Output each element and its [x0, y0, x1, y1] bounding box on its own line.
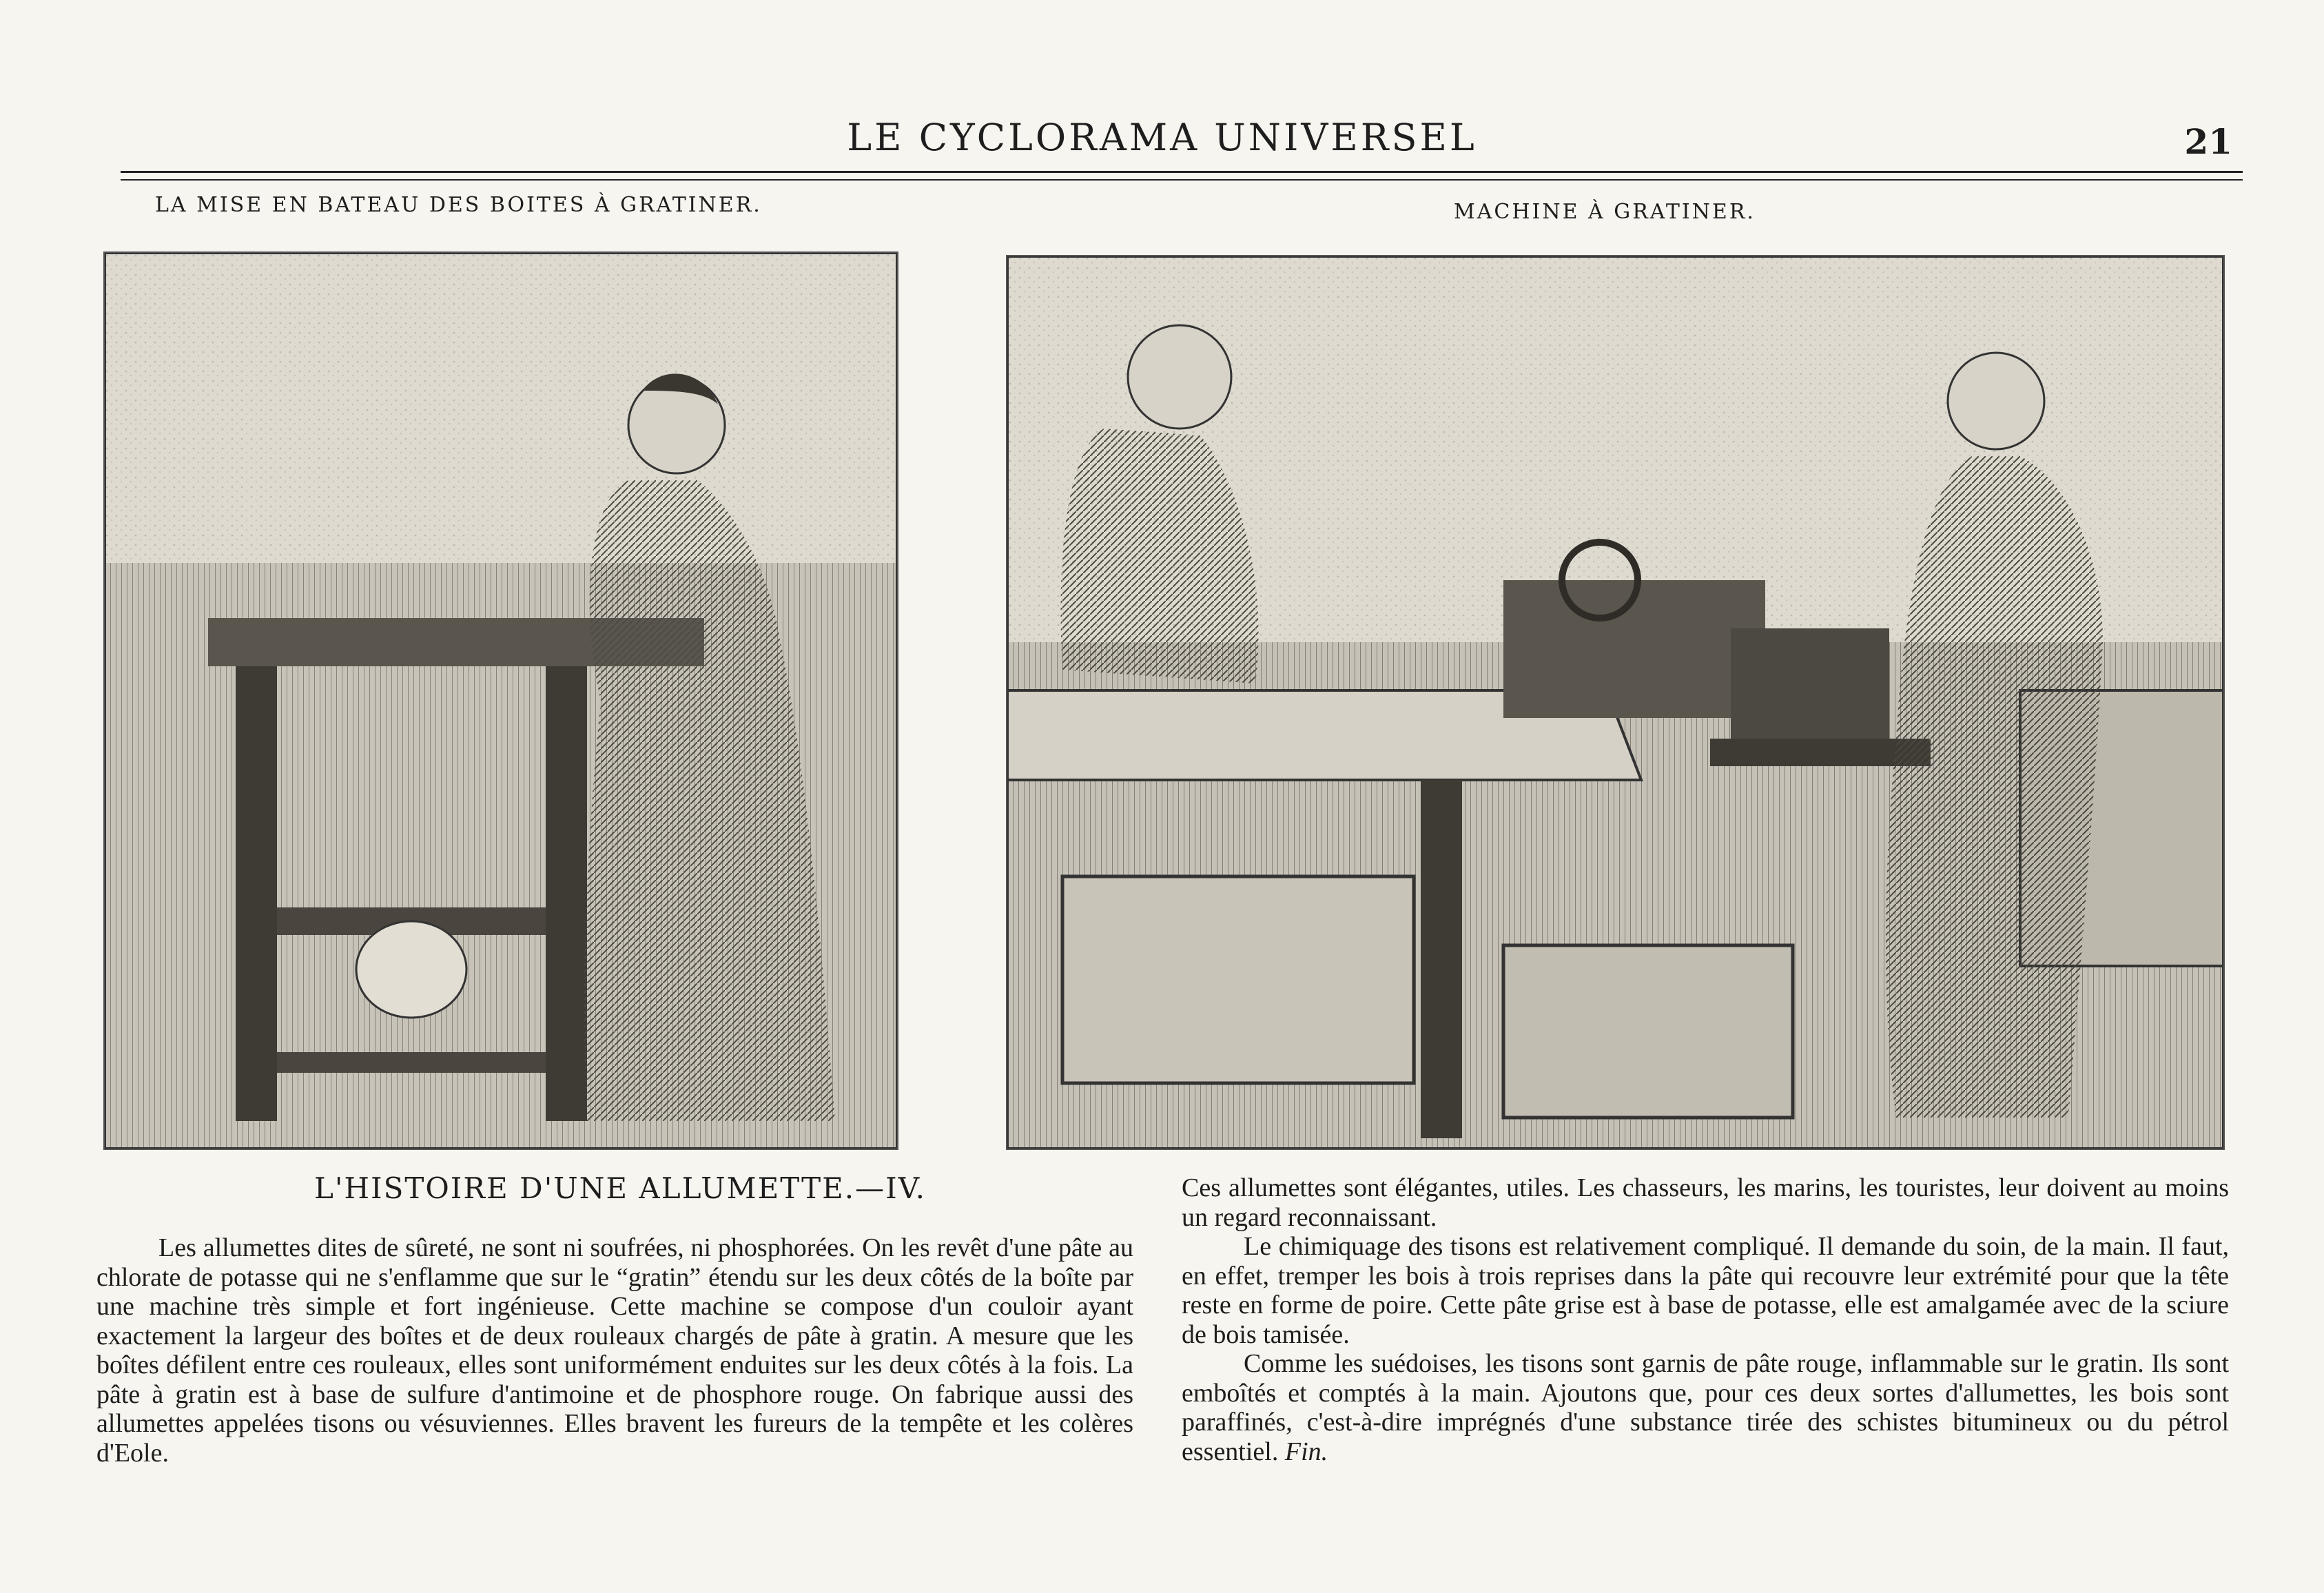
end-signature: Fin.	[1284, 1437, 1328, 1466]
text-column-right	[1182, 1173, 2229, 1466]
article-title: L'HISTOIRE D'UNE ALLUMETTE.—IV.	[313, 1171, 927, 1205]
running-title: LE CYCLORAMA UNIVERSEL	[847, 116, 1477, 159]
header-rule-secondary	[121, 179, 2243, 181]
figure-right-engraving	[1006, 255, 2225, 1150]
open-crate-center	[1503, 945, 1793, 1118]
paragraph	[1182, 1349, 2229, 1466]
paragraph: Les allumettes dites de sûreté, ne sont ni soufrées, ni phosphorées. On les revêt d'une pâte au chlorate de potasse qui ne s'enflamme que sur le “gratin” étendu sur les deux côtés de la boîte par une machine très simple et fort ingénieuse. Cette machine se compose d'un couloir ayant exactement la largeur des boîtes et de deux rouleaux chargés de pâte à gratin. A mesure que les boîtes défilent entre ces rouleaux, elles sont uniformément enduites sur les deux côtés à la fois. La pâte à gratin est à base de sulfure d'antimoine et de phosphore rouge. On fabrique aussi des allumettes appelées tisons ou vésuviennes. Elles bravent les fureurs de la tempête et les colères d'Eole.	[96, 1233, 1133, 1468]
paragraph: Le chimiquage des tisons est relativement compliqué. Il demande du soin, de la main. Il faut, en effet, tremper les bois à trois reprises dans la pâte qui recouvre leur extrémité pour que la tête reste en forme de poire. Cette pâte grise est à base de potasse, elle est amalgamée avec de la sciure de bois tamisée.	[1182, 1232, 2229, 1349]
paragraph-text: Comme les suédoises, les tisons sont garnis de pâte rouge, inflammable sur le gratin. Ils sont emboîtés et comptés à la main. Ajoutons que, pour ces deux sortes d'allumettes, les bois sont paraffinés, c'est-à-dire imprégnés d'une substance tirée des schistes bitumineux ou du pétrol essentiel.	[1182, 1349, 2229, 1466]
figure-caption-left: LA MISE EN BATEAU DES BOITES À GRATINER.	[155, 193, 762, 217]
open-crate-left	[1062, 876, 1414, 1083]
page-number: 21	[2184, 121, 2232, 162]
paragraph: Ces allumettes sont élégantes, utiles. Les chasseurs, les marins, les touristes, leur doivent au moins un regard reconnaissant.	[1182, 1173, 2229, 1232]
figure-left-engraving	[103, 251, 898, 1150]
header-rule	[121, 171, 2243, 173]
figure-caption-right: MACHINE À GRATINER.	[1454, 200, 1756, 224]
text-column-left	[96, 1233, 1133, 1468]
